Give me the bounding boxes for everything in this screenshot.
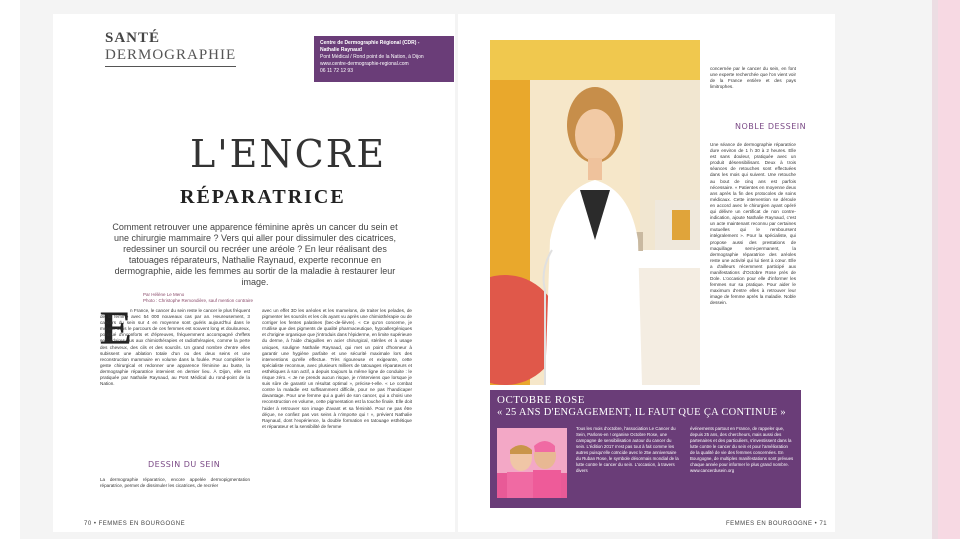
section-label: SANTÉ xyxy=(105,30,161,46)
footer-right: FEMMES EN BOURGOGNE • 71 xyxy=(726,521,828,527)
right-margin xyxy=(938,0,960,539)
contact-name: Centre de Dermographie Régional (CDR) - xyxy=(320,40,420,46)
octobre-rose-column-1: Tous les mois d'octobre, l'association Le Cancer du Sein, Parlons-en ! organise Octobre Rose, une campagne de sensibilisation autour du cancer du sein. L'édition 2017 n'est pas tout à fait comme les autres puisqu'elle coïncide avec le 25e anniversaire du Ruban Rose, le symbole désormais mondial de la lutte contre le cancer du sein. L'occasion, à travers divers xyxy=(576,426,679,473)
byline-author: Par Hélène Le Meno xyxy=(143,292,185,297)
octobre-rose-column-2: événements partout en France, de rappeler que, depuis 25 ans, des chercheurs, mais aussi des partenaires et des particuliers, s'investissent dans la lutte contre le cancer du sein et pour l'amélioration de la qualité de vie des femmes concernées. En Bourgogne, de multiples manifestations sont prévues chaque année pour informer le plus grand nombre. www.cancerdusein.org xyxy=(690,426,794,473)
drop-cap: E xyxy=(100,302,133,355)
octobre-rose-quote: « 25 ANS D'ENGAGEMENT, IL FAUT QUE ÇA CONTINUE » xyxy=(497,407,786,418)
section-sub: DERMOGRAPHIE xyxy=(105,47,236,67)
portrait-photo xyxy=(490,40,700,385)
byline-photo: Photo : Christophe Remondière, sauf mention contraire xyxy=(143,298,254,303)
section-header xyxy=(105,30,236,67)
contact-address: Pont Médical / Rond point de la Nation, à Dijon xyxy=(320,54,424,60)
right-column-top: concernée par le cancer du sein, en font une experte recherchée que l'on vient voir de la France entière et des pays limitrophes. xyxy=(710,66,796,90)
octobre-rose-box xyxy=(490,390,801,508)
article-column-1b: La dermographie réparatrice, encore appelée dermopigmentation réparatrice, permet de dissimuler les cicatrices, de recréer xyxy=(100,477,250,489)
right-column-body: Une séance de dermographie réparatrice dure environ de 1 h 30 à 2 heures. Elle est sans douleur, pratiquée avec un produit désensibilisant. Deux à trois séances de retouches sont effectuées dans les mois qui suivent. Une retouche au bout de cinq ans est parfois nécessaire. « Patientes en moyenne deux ans après la fin des protocoles de soins médicaux. Cette intervention se déroule en accord avec le chirurgien ayant opéré qui délivre un certificat de non contre-indication, ajoute Nathalie Raynaud, c'est un acte maintenant reconnu par certaines mutuelles qui le remboursent intégralement ». Pour la spécialiste, qui propose aussi des prestations de maquillage semi-permanent, la dermographie réparatrice des aréoles reste une activité qui lui tient à cœur. Elle a d'ailleurs récemment participé aux manifestations d'Octobre Rose près de Dole. L'occasion pour elle d'informer les femmes sur sa pratique. Pour aider le maximum d'entre elles à retrouver leur image de femme après la maladie. Noble dessein. xyxy=(710,142,796,306)
article-column-1: n France, le cancer du sein reste le cancer le plus fréquent de la femme avec 54 000 nouveaux cas par an. Heureusement, 3 cancers du sein sur 4 en moyenne sont guéris aujourd'hui dans le monde. Mais le parcours de ces femmes est souvent long et douloureux, ponctué d'inconforts et d'épreuves, fréquemment accompagné d'effets secondaires dus aux chimiothérapies et radiothérapies, comme la perte des cheveux, des cils et des sourcils. Un grand nombre d'entre elles subissent une ablation totale d'un ou des deux seins et une reconstruction mammaire en volume dans la foulée. Pour compléter le geste chirurgical et redonner une apparence féminine au buste, la dermographie réparatrice intervient en dernier lieu. À Dijon, elle est pratiquée par Nathalie Raynaud, au Pont Médical du rond-point de la Nation. xyxy=(100,308,250,387)
article-title-line2: RÉPARATRICE xyxy=(180,186,346,208)
left-margin xyxy=(0,0,20,539)
octobre-rose-photo xyxy=(497,428,567,498)
article-lede: Comment retrouver une apparence féminine après un cancer du sein et une chirurgie mammaire ? Vers qui aller pour dissimuler des cicatrices, redessiner un sourcil ou recréer une aréole ? En leur réalisant des tatouages réparateurs, Nathalie Raynaud, experte reconnue en dermographie, aide les femmes au sortir de la maladie à restaurer leur image. xyxy=(112,222,398,287)
contact-box xyxy=(314,36,454,82)
octobre-rose-title: OCTOBRE ROSE xyxy=(497,394,586,406)
subhead-noble-dessein: NOBLE DESSEIN xyxy=(735,122,807,131)
article-title-line1: L'ENCRE xyxy=(190,132,387,176)
contact-phone: 06 11 72 12 93 xyxy=(320,68,353,74)
footer-left: 70 • FEMMES EN BOURGOGNE xyxy=(84,521,186,527)
subhead-dessin-du-sein: DESSIN DU SEIN xyxy=(148,460,221,469)
byline xyxy=(143,292,253,304)
contact-website: www.centre-dermographie-regional.com xyxy=(320,61,409,67)
contact-person: Nathalie Raynaud xyxy=(320,47,362,53)
article-column-2: avec un effet 3D les aréoles et les mamelons, de traiter les pelades, de pigmenter les sourcils et les cils ayant vu après une chimiothérapie ou de corriger les fentes palatines (bec-de-lièvre). « Ce qu'on concerne, je n'utilise que des pigments de qualité pharmaceutique, hypoallergéniques et d'origine organique que j'introduis dans l'épiderme, en limite supérieure du derme, à l'aide d'aiguilles en acier chirurgical, stériles et à usage uniques, souligne Nathalie Raynaud, qui met un point d'honneur à garantir une hygiène parfaite et une sécurité maximale lors des interventions qu'elle effectue. Très rigoureuse et exigeante, cette spécialiste reconnue, avec plusieurs milliers de tatouages réparateurs et esthétiques à son actif, a depuis toujours la même ligne de conduite : le risque zéro. « Je ne prends aucun risque, je n'interviens que lorsque je suis sûre de garantir un résultat optimal », précise-t-elle. « Le combat contre la maladie est suffisamment difficile, pour ne pas l'handicaper davantage. Pour une femme qui a guéri de son cancer, qui a choisi une reconstruction en volume, cette pigmentation est la touche finale. Elle doit l'aider à retrouver son image d'avant et sa féminité. Pour ne pas être déçue, ne confiez pas vos seins à n'importe qui ! », prévient Nathalie Raynaud, dont l'expérience, la double formation en tatouage esthétique et réparateur et la sensibilité de femme xyxy=(262,308,412,429)
